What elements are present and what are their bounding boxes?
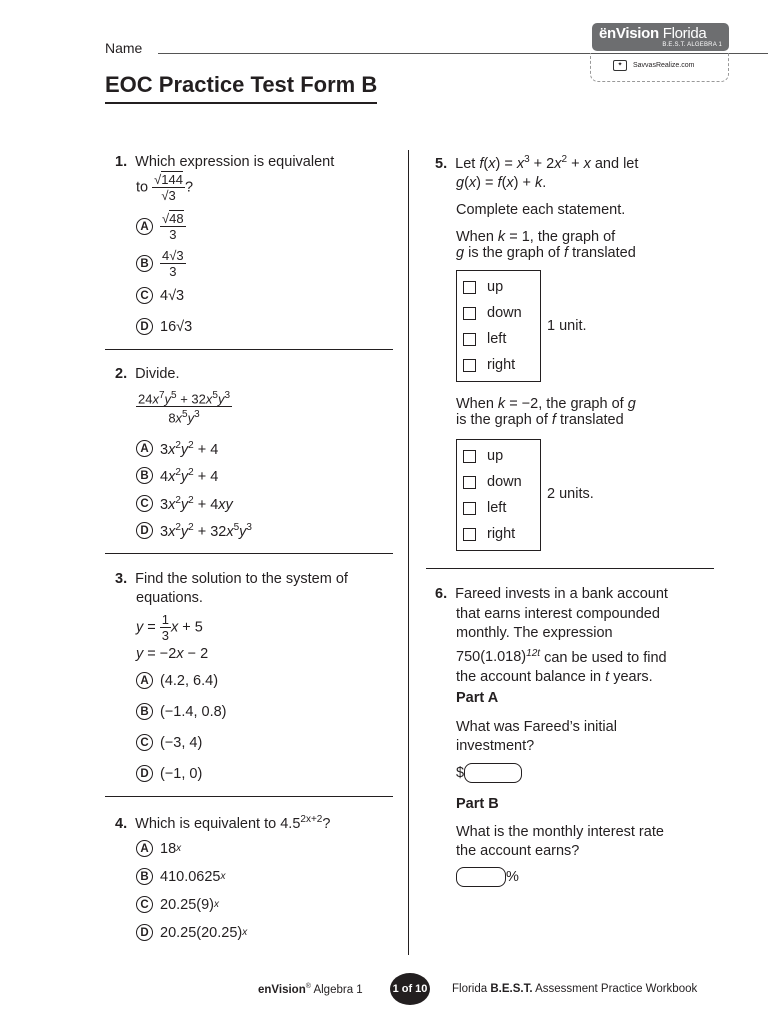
part-a-heading: Part A [456,690,499,706]
q1-choice-d[interactable]: D 16√3 [136,318,192,335]
laptop-icon: ✦ [613,60,627,71]
checkbox[interactable] [463,476,476,489]
option-right[interactable]: right [457,521,540,547]
envision-logo: ënVision Florida B.E.S.T. ALGEBRA 1 [592,23,729,51]
q4-choice-d[interactable]: D 20.25(20.25) x [136,924,247,941]
savvas-link[interactable]: ✦ SavvasRealize.com [590,53,729,82]
statement-2: When k = −2, the graph of g is the graph of f translated [456,396,636,428]
option-right[interactable]: right [457,352,540,378]
footer-workbook-title: Florida B.E.S.T. Assessment Practice Workbook [452,983,698,995]
checkbox[interactable] [463,281,476,294]
option-left[interactable]: left [457,326,540,352]
checkbox[interactable] [463,307,476,320]
option-up[interactable]: up [457,443,540,469]
checkbox[interactable] [463,359,476,372]
q1-choice-c[interactable]: C 4√3 [136,287,184,304]
checkbox[interactable] [463,502,476,515]
q2-choice-c[interactable]: C $3x^2y^2 + 4xy$ [136,495,233,513]
equation-2: y = −2x − 2 [136,646,209,662]
part-b-answer: % [456,867,519,887]
question-1-expression: to $\frac{√144}{√3}$ ? [136,172,194,203]
question-5-stem-cont: g(x) = f(x) + k. [456,175,547,191]
checkbox[interactable] [463,450,476,463]
question-6-stem: 6. Fareed invests in a bank account that earns interest compounded monthly. The expression $750(1.018)^{12t}$ can be used to find the account balance in t years. [435,586,668,685]
part-b-question: What is the monthly interest rate the account earns? [456,824,664,859]
option-down[interactable]: down [457,469,540,495]
q4-choice-c[interactable]: C 20.25(9) x [136,896,219,913]
checkbox[interactable] [463,528,476,541]
footer-book-title: enVision® Algebra 1 [258,983,363,996]
q4-choice-b[interactable]: B 410.0625 x [136,868,225,885]
question-3-stem-cont: equations. [136,590,203,606]
question-2-stem: 2. Divide. [115,366,180,382]
direction-select-2 [456,439,541,551]
q2-choice-a[interactable]: A $3x^2y^2 + 4$ [136,440,218,458]
q3-choice-d[interactable]: D (−1, 0) [136,765,202,782]
question-1-stem: 1. Which expression is equivalent [115,154,335,170]
page-title: EOC Practice Test Form B [105,72,377,104]
q2-choice-b[interactable]: B $4x^2y^2 + 4$ [136,467,218,485]
unit-label-1: 1 unit. [547,318,587,334]
q2-choice-d[interactable]: D $3x^2y^2 + 32x^5y^3$ [136,522,252,540]
question-5-instruction: Complete each statement. [456,202,626,218]
direction-select-1 [456,270,541,382]
name-label: Name [105,40,143,56]
q3-choice-c[interactable]: C (−3, 4) [136,734,202,751]
option-left[interactable]: left [457,495,540,521]
divider [105,553,393,554]
q1-choice-a[interactable]: A $\frac{√48}{3}$ [136,211,186,242]
q3-choice-a[interactable]: A (4.2, 6.4) [136,672,218,689]
part-b-heading: Part B [456,796,499,812]
page-number: 1 of 10 [390,973,430,1005]
unit-label-2: 2 units. [547,486,594,502]
rate-input[interactable] [456,867,506,887]
q4-choice-a[interactable]: A 18 x [136,840,181,857]
column-divider [408,150,409,955]
divider [105,349,393,350]
statement-1: When k = 1, the graph of g is the graph of f translated [456,229,636,261]
question-2-expression: $\frac{24x^7y^5 + 32x^5y^3}{8x^5y^3}$ [138,390,230,426]
divider [426,568,714,569]
q1-choice-b[interactable]: B $\frac{4√3}{3}$ [136,248,186,279]
option-down[interactable]: down [457,300,540,326]
part-a-answer: $ [456,763,522,783]
option-up[interactable]: up [457,274,540,300]
question-5-stem: 5. Let $f(x) = x^3 + 2x^2 + x$ and let [435,154,639,172]
divider [105,796,393,797]
question-4-stem: 4. Which is equivalent to $4.5^{2x+2}$? [115,814,331,832]
investment-input[interactable] [464,763,522,783]
q3-choice-b[interactable]: B (−1.4, 0.8) [136,703,227,720]
equation-1: y = $\frac{1}{3}$ x + 5 [136,612,203,643]
question-3-stem: 3. Find the solution to the system of [115,571,348,587]
part-a-question: What was Fareed’s initial investment? [456,719,617,754]
checkbox[interactable] [463,333,476,346]
